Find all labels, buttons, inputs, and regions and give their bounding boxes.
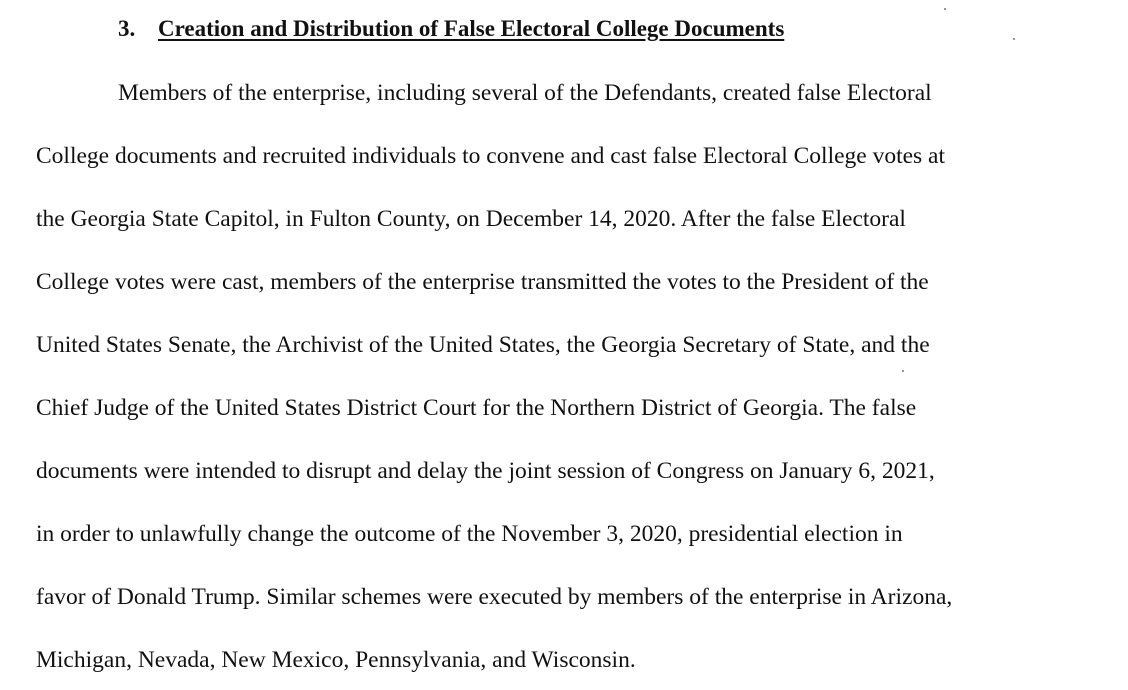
scan-speck [944, 8, 946, 10]
paragraph-line-8: in order to unlawfully change the outcome of the November 3, 2020, presidential election in [36, 521, 903, 547]
paragraph-line-10: Michigan, Nevada, New Mexico, Pennsylvania, and Wisconsin. [36, 647, 636, 673]
paragraph-line-9: favor of Donald Trump. Similar schemes were executed by members of the enterprise in Arizona, [36, 584, 953, 610]
section-heading [118, 14, 784, 44]
paragraph-line-7: documents were intended to disrupt and delay the joint session of Congress on January 6, 2021, [36, 458, 935, 484]
paragraph-line-1: Members of the enterprise, including several of the Defendants, created false Electoral [118, 80, 932, 106]
paragraph-line-3: the Georgia State Capitol, in Fulton County, on December 14, 2020. After the false Electoral [36, 206, 906, 232]
paragraph-line-5: United States Senate, the Archivist of the United States, the Georgia Secretary of State, and the [36, 332, 930, 358]
section-title: Creation and Distribution of False Electoral College Documents [158, 16, 785, 41]
paragraph-line-2: College documents and recruited individuals to convene and cast false Electoral College votes at [36, 143, 946, 169]
scan-speck [902, 370, 904, 372]
paragraph-line-4: College votes were cast, members of the enterprise transmitted the votes to the President of the [36, 269, 929, 295]
scan-speck [1013, 38, 1015, 40]
paragraph-line-6: Chief Judge of the United States District Court for the Northern District of Georgia. The false [36, 395, 917, 421]
section-number: 3. [118, 16, 136, 41]
